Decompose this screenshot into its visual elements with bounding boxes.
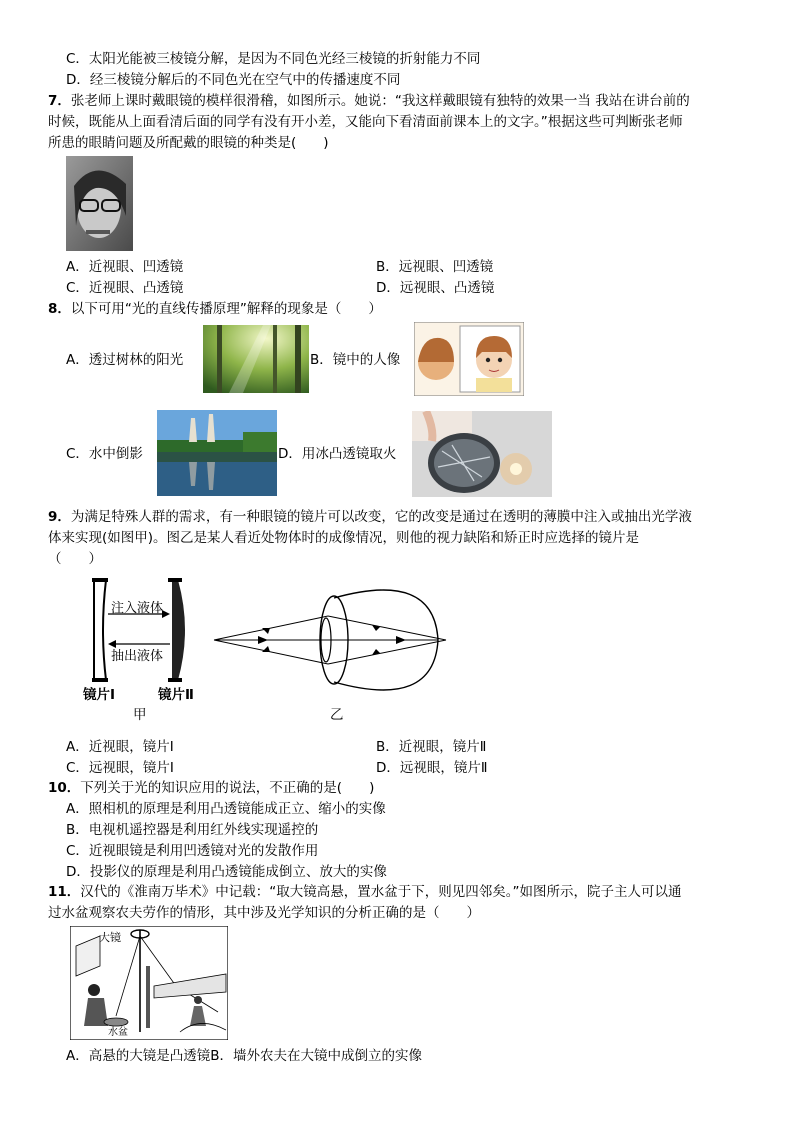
q11-options-line [66, 1047, 422, 1065]
question-10-stem [48, 779, 374, 797]
mirror-basin-illustration [70, 926, 228, 1040]
q8-option-b: B．镜中的人像 [310, 352, 401, 368]
teacher-glasses-photo [66, 156, 133, 251]
q8-option-a: A．透过树林的阳光 [66, 352, 184, 368]
q10-option-b: B．电视机遥控器是利用红外线实现遥控的 [66, 822, 319, 838]
q7-option-d: D．远视眼、凸透镜 [376, 280, 495, 296]
q10-option-d: D．投影仪的原理是利用凸透镜能成倒立、放大的实像 [66, 864, 387, 880]
question-number: 11． [48, 884, 81, 900]
q10-option-a: A．照相机的原理是利用凸透镜能成正立、缩小的实像 [66, 801, 386, 817]
q11-option-a: A．高悬的大镜是凸透镜 [66, 1048, 211, 1064]
question-text: 下列关于光的知识应用的说法，不正确的是( ) [80, 780, 375, 796]
lens-2-label: 镜片Ⅱ [158, 687, 194, 703]
extract-liquid-label: 抽出液体 [111, 649, 164, 664]
q9-option-a: A．近视眼，镜片Ⅰ [66, 739, 174, 755]
question-7-line-3: 所患的眼睛问题及所配戴的眼镜的种类是( ) [48, 135, 329, 151]
q10-option-c: C．近视眼镜是利用凹透镜对光的发散作用 [66, 843, 319, 859]
q8-option-d: D．用冰凸透镜取火 [278, 446, 397, 462]
lens-1-label: 镜片Ⅰ [83, 687, 116, 703]
mirror-reflection-photo [414, 322, 524, 396]
question-8-stem [48, 300, 382, 318]
question-11-line-2: 过水盆观察农夫劳作的情形，其中涉及光学知识的分析正确的是（ ） [48, 905, 480, 921]
question-9-line-1 [48, 508, 692, 526]
mirror-label: 大镜 [99, 931, 121, 944]
figure-yi-label: 乙 [330, 707, 344, 723]
question-number: 9． [48, 509, 71, 525]
water-reflection-photo [157, 410, 277, 496]
question-text: 为满足特殊人群的需求，有一种眼镜的镜片可以改变，它的改变是通过在透明的薄膜中注入或抽出光学液 [70, 509, 692, 525]
question-11-line-1 [48, 883, 682, 901]
question-text: 以下可用“光的直线传播原理”解释的现象是（ ） [70, 301, 382, 317]
question-9-line-2: 体来实现(如图甲)。图乙是某人看近处物体时的成像情况，则他的视力缺陷和矫正时应选择的镜片是 [48, 530, 640, 546]
question-text: 汉代的《淮南万毕术》中记载：“取大镜高悬，置水盆于下，则见四邻矣。”如图所示，院子主人可以通 [80, 884, 682, 900]
q9-option-d: D．远视眼，镜片Ⅱ [376, 760, 488, 776]
q8-option-c: C．水中倒影 [66, 446, 143, 462]
option-c: C．太阳光能被三棱镜分解，是因为不同色光经三棱镜的折射能力不同 [66, 51, 481, 67]
eye-diagram-yi [210, 580, 450, 700]
q7-option-b: B．远视眼、凹透镜 [376, 259, 494, 275]
question-number: 8． [48, 301, 71, 317]
inject-liquid-label: 注入液体 [111, 601, 164, 616]
figure-jia-label: 甲 [133, 707, 147, 723]
question-7-line-2: 时候，既能从上面看清后面的同学有没有开小差，又能向下看清面前课本上的文字。”根据这些可判断张老师 [48, 114, 683, 130]
option-d: D．经三棱镜分解后的不同色光在空气中的传播速度不同 [66, 72, 401, 88]
question-text: 张老师上课时戴眼镜的模样很滑稽，如图所示。她说：“我这样戴眼镜有独特的效果一当 我站在讲台前的 [70, 93, 690, 109]
q7-option-a: A．近视眼、凹透镜 [66, 259, 184, 275]
question-number: 7． [48, 93, 71, 109]
question-number: 10． [48, 780, 81, 796]
question-9-line-3: （ ） [48, 551, 102, 567]
forest-sunlight-photo [203, 325, 309, 393]
q7-option-c: C．近视眼、凸透镜 [66, 280, 184, 296]
question-7-line-1 [48, 92, 690, 110]
q9-option-b: B．近视眼，镜片Ⅱ [376, 739, 487, 755]
q9-option-c: C．远视眼，镜片Ⅰ [66, 760, 174, 776]
ice-lens-fire-photo [412, 411, 552, 497]
basin-label: 水盆 [108, 1027, 128, 1038]
q11-option-b: B．墙外农夫在大镜中成倒立的实像 [210, 1048, 423, 1064]
